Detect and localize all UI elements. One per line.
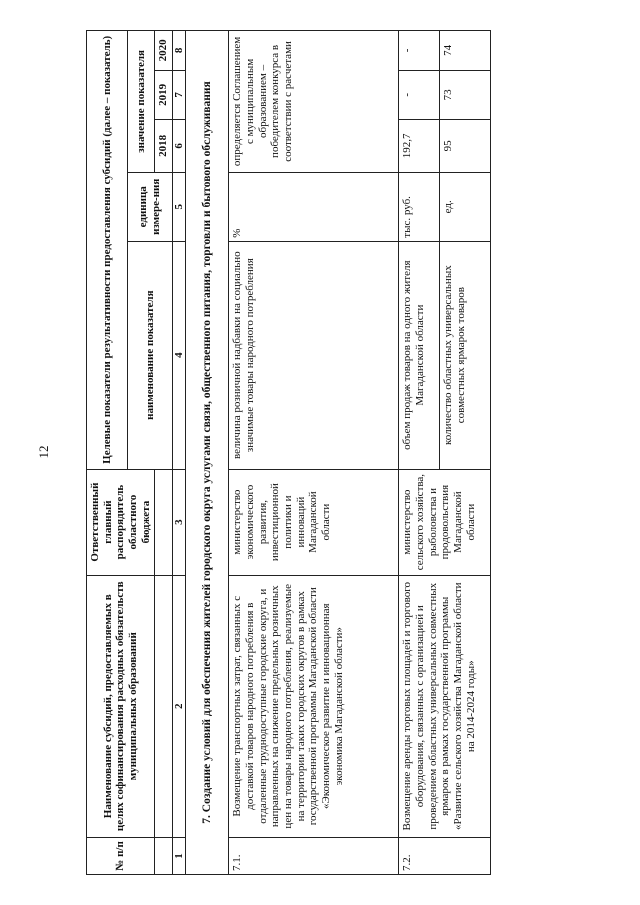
page-number: 12 [36,445,51,459]
ministry-name: министерство сельского хозяйства, рыболовства и продовольствия Магаданской области [399,469,491,575]
indicator-value-merged: определяется Соглашением с муниципальным образованием – победителем конкурса в соответствии с расчетами [229,31,399,173]
column-numbers-row [172,31,186,875]
subsidy-name: Возмещение транспортных затрат, связанных с доставкой товаров народного потребления в отдаленные труднодоступные городские округа, и направленных на снижение предельных розничных цен на товары народного потребления, реализуемые на территории таких городских округов в рамках государственной программы Магаданской области «Экономическое развитие и инновационная экономика Магаданской области» [229,575,399,837]
subsidy-name: Возмещение аренды торговых площадей и торгового оборудования, связанных с организацией и проведением областных универсальных совместных ярмарок в рамках государственной программы «Развитие сельского хозяйства Магаданской области на 2014-2024 годы» [399,575,491,837]
indicator-unit: ед. [440,172,491,241]
section-title: 7. Создание условий для обеспечения жителей городского округа услугами связи, общественного питания, торговли и бытового обслуживания [186,31,229,875]
document-sheet [86,30,586,875]
header-indicator-name: наименование показателя [128,241,173,469]
header-year-2018: 2018 [155,119,173,172]
column-number: 3 [172,469,186,575]
indicator-value-2020: 74 [440,31,491,71]
indicator-value-2018: 192,7 [399,119,440,172]
header-indicators-group: Целевые показатели результативности предоставления субсидий (далее – показатель) [87,31,128,470]
header-year-2020: 2020 [155,31,173,71]
header-ministry: Ответственный главный распорядитель областного бюджета [87,469,155,575]
column-number: 2 [172,575,186,837]
indicator-value-2018: 95 [440,119,491,172]
column-number: 6 [172,119,186,172]
row-number: 7.2. [399,837,491,874]
column-number: 4 [172,241,186,469]
indicator-unit: тыс. руб. [399,172,440,241]
header-subsidy-name: Наименование субсидий, предоставляемых в целях софинансирования расходных обязательств муниципальных образований [87,575,155,837]
indicator-unit: % [229,172,399,241]
indicator-name: величина розничной надбавки на социально значимые товары народного потребления [229,241,399,469]
row-number: 7.1. [229,837,399,874]
indicator-value-2019: 73 [440,70,491,119]
table-row [229,31,399,875]
header-year-2019: 2019 [155,70,173,119]
header-num: № п/п [87,837,155,874]
column-number: 1 [172,837,186,874]
subsidy-table [86,30,491,875]
column-number: 7 [172,70,186,119]
indicator-value-2019: - [399,70,440,119]
indicator-name: объем продаж товаров на одного жителя Магаданской области [399,241,440,469]
section-row [186,31,229,875]
indicator-name: количество областных универсальных совместных ярмарок товаров [440,241,491,469]
column-number: 8 [172,31,186,71]
ministry-name: министерство экономического развития, инвестиционной политики и инноваций Магаданской области [229,469,399,575]
indicator-value-2020: - [399,31,440,71]
table-row [399,31,440,875]
header-values: значение показателя [128,31,155,173]
header-unit: единица измере-ния [128,172,173,241]
column-number: 5 [172,172,186,241]
